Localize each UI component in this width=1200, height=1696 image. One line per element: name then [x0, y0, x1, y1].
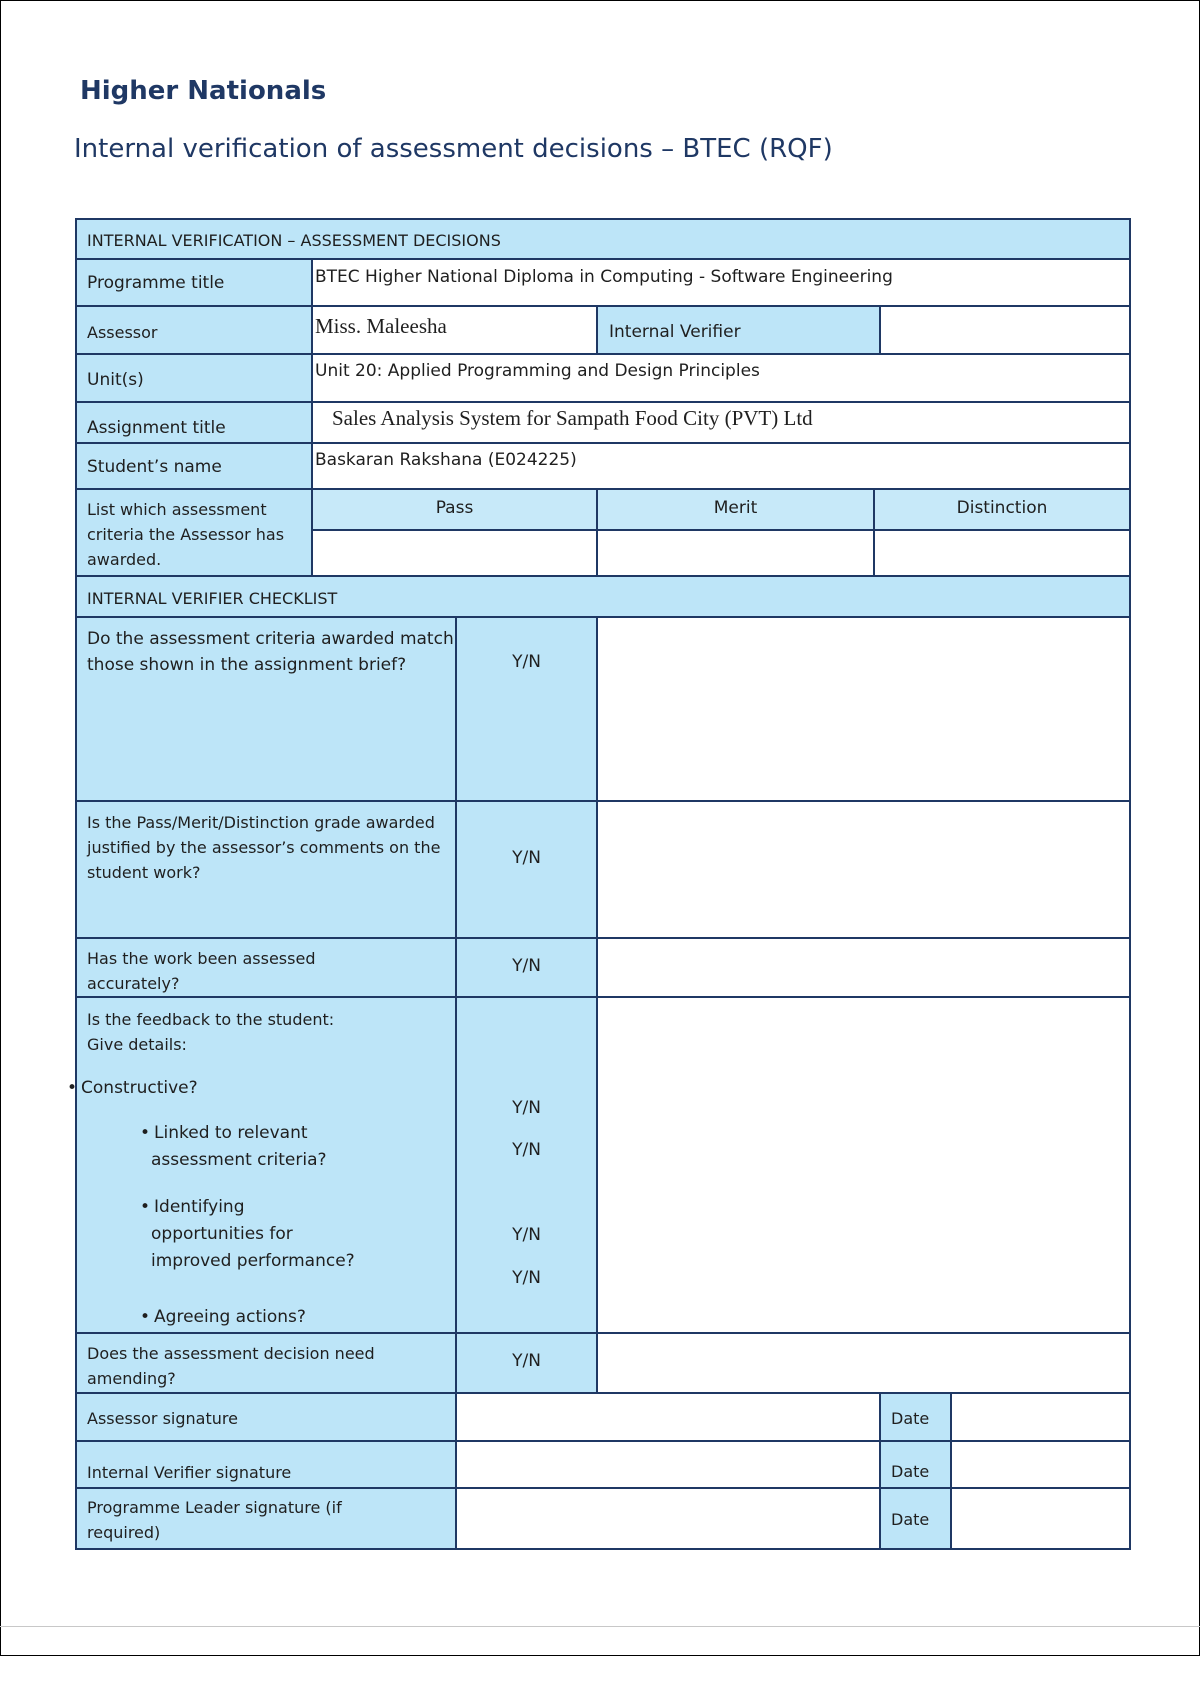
assessor-value: Miss. Maleesha — [315, 314, 447, 338]
student-name-value-cell[interactable] — [311, 442, 1131, 490]
assignment-title-label: Assignment title — [87, 418, 226, 438]
q3-yn: Y/N — [512, 956, 541, 976]
leader-signature-label-cell — [75, 1487, 457, 1550]
grade-distinction-header — [873, 488, 1131, 531]
student-name-label-cell — [75, 442, 313, 490]
internal-verifier-label: Internal Verifier — [609, 322, 741, 342]
assignment-title-value-cell[interactable] — [311, 401, 1131, 444]
q4-identifying-line-3: improved performance? — [151, 1251, 355, 1271]
q4-yn-linked: Y/N — [512, 1140, 541, 1160]
criteria-label-line-2: criteria the Assessor has — [87, 525, 285, 544]
verifier-signature-label-cell — [75, 1440, 457, 1489]
q4-constructive: Constructive? — [81, 1078, 198, 1098]
q1-label-cell — [75, 616, 457, 802]
programme-label-cell — [75, 258, 313, 307]
programme-value: BTEC Higher National Diploma in Computing - Software Engineering — [315, 267, 893, 287]
q4-comment-cell[interactable] — [596, 996, 1131, 1334]
student-name-label: Student’s name — [87, 457, 222, 477]
assessor-date-label-cell — [879, 1392, 952, 1442]
criteria-label-line-3: awarded. — [87, 550, 162, 569]
grade-merit-label: Merit — [713, 498, 758, 518]
q4-agreeing: Agreeing actions? — [154, 1307, 306, 1327]
q1-yn-cell[interactable] — [455, 616, 598, 802]
q2-line-1: Is the Pass/Merit/Distinction grade awarded — [87, 813, 435, 832]
q4-yn-constructive: Y/N — [512, 1098, 541, 1118]
q5-line-2: amending? — [87, 1369, 176, 1388]
q4-identifying-line-2: opportunities for — [151, 1224, 293, 1244]
q4-yn-cell[interactable] — [455, 996, 598, 1334]
q4-linked-line-2: assessment criteria? — [151, 1150, 327, 1170]
assignment-title-value: Sales Analysis System for Sampath Food City (PVT) Ltd — [332, 406, 813, 430]
leader-signature-line-1: Programme Leader signature (if — [87, 1498, 342, 1517]
grade-pass-header — [311, 488, 598, 531]
decisions-section-title: INTERNAL VERIFICATION – ASSESSMENT DECISIONS — [87, 231, 501, 250]
assessor-date-field[interactable] — [950, 1392, 1131, 1442]
q2-yn: Y/N — [512, 848, 541, 868]
q4-yn-identifying: Y/N — [512, 1225, 541, 1245]
q1-comment-cell[interactable] — [596, 616, 1131, 802]
page-title: Higher Nationals — [80, 76, 327, 106]
footer-divider — [0, 1626, 1200, 1627]
q3-line-2: accurately? — [87, 974, 180, 993]
grade-merit-value[interactable] — [596, 529, 875, 577]
q3-yn-cell[interactable] — [455, 937, 598, 998]
unit-label-cell — [75, 353, 313, 403]
leader-date-field[interactable] — [950, 1487, 1131, 1550]
programme-label: Programme title — [87, 273, 225, 293]
q5-yn-cell[interactable] — [455, 1332, 598, 1394]
assessor-signature-field[interactable] — [455, 1392, 881, 1442]
q5-comment-cell[interactable] — [596, 1332, 1131, 1394]
assessor-label: Assessor — [87, 323, 158, 342]
q5-line-1: Does the assessment decision need — [87, 1344, 375, 1363]
criteria-label-line-1: List which assessment — [87, 500, 267, 519]
leader-date-label-cell — [879, 1487, 952, 1550]
assessor-signature-label-cell — [75, 1392, 457, 1442]
q2-yn-cell[interactable] — [455, 800, 598, 939]
q2-label-cell — [75, 800, 457, 939]
q4-label-cell — [75, 996, 457, 1334]
q2-comment-cell[interactable] — [596, 800, 1131, 939]
page-subtitle: Internal verification of assessment decisions – BTEC (RQF) — [74, 134, 833, 164]
programme-value-cell[interactable] — [311, 258, 1131, 307]
assignment-title-label-cell — [75, 401, 313, 444]
verifier-date-label-cell — [879, 1440, 952, 1489]
unit-value-cell[interactable] — [311, 353, 1131, 403]
assessor-signature-label: Assessor signature — [87, 1409, 238, 1428]
q4-identifying-line-1: Identifying — [154, 1197, 245, 1217]
q1-line-1: Do the assessment criteria awarded match — [87, 629, 454, 649]
leader-date-label: Date — [891, 1510, 930, 1529]
grade-pass-label: Pass — [435, 498, 474, 518]
criteria-label-cell — [75, 488, 313, 577]
assessor-value-cell[interactable] — [311, 305, 598, 355]
q3-comment-cell[interactable] — [596, 937, 1131, 998]
q3-label-cell — [75, 937, 457, 998]
q3-line-1: Has the work been assessed — [87, 949, 316, 968]
unit-label: Unit(s) — [87, 370, 144, 390]
q2-line-3: student work? — [87, 863, 201, 882]
verifier-signature-label: Internal Verifier signature — [87, 1463, 292, 1482]
verifier-date-field[interactable] — [950, 1440, 1131, 1489]
checklist-section-header — [75, 575, 1131, 618]
assessor-label-cell — [75, 305, 313, 355]
leader-signature-field[interactable] — [455, 1487, 881, 1550]
unit-value: Unit 20: Applied Programming and Design Principles — [315, 361, 760, 381]
q5-label-cell — [75, 1332, 457, 1394]
q2-line-2: justified by the assessor’s comments on the — [87, 838, 441, 857]
grade-distinction-value[interactable] — [873, 529, 1131, 577]
q5-yn: Y/N — [512, 1351, 541, 1371]
checklist-section-title: INTERNAL VERIFIER CHECKLIST — [87, 589, 338, 608]
q1-line-2: those shown in the assignment brief? — [87, 655, 407, 675]
leader-signature-line-2: required) — [87, 1523, 161, 1542]
student-name-value: Baskaran Rakshana (E024225) — [315, 450, 577, 470]
q4-title: Is the feedback to the student: — [87, 1010, 335, 1029]
grade-pass-value[interactable] — [311, 529, 598, 577]
decisions-section-header — [75, 218, 1131, 260]
grade-distinction-label: Distinction — [956, 498, 1048, 518]
internal-verifier-label-cell — [596, 305, 881, 355]
q1-yn: Y/N — [512, 652, 541, 672]
assessor-date-label: Date — [891, 1409, 930, 1428]
q4-linked-line-1: Linked to relevant — [154, 1123, 308, 1143]
q4-subtitle: Give details: — [87, 1035, 187, 1054]
q4-yn-agreeing: Y/N — [512, 1268, 541, 1288]
grade-merit-header — [596, 488, 875, 531]
verifier-date-label: Date — [891, 1462, 930, 1481]
verifier-signature-field[interactable] — [455, 1440, 881, 1489]
internal-verifier-value-cell[interactable] — [879, 305, 1131, 355]
